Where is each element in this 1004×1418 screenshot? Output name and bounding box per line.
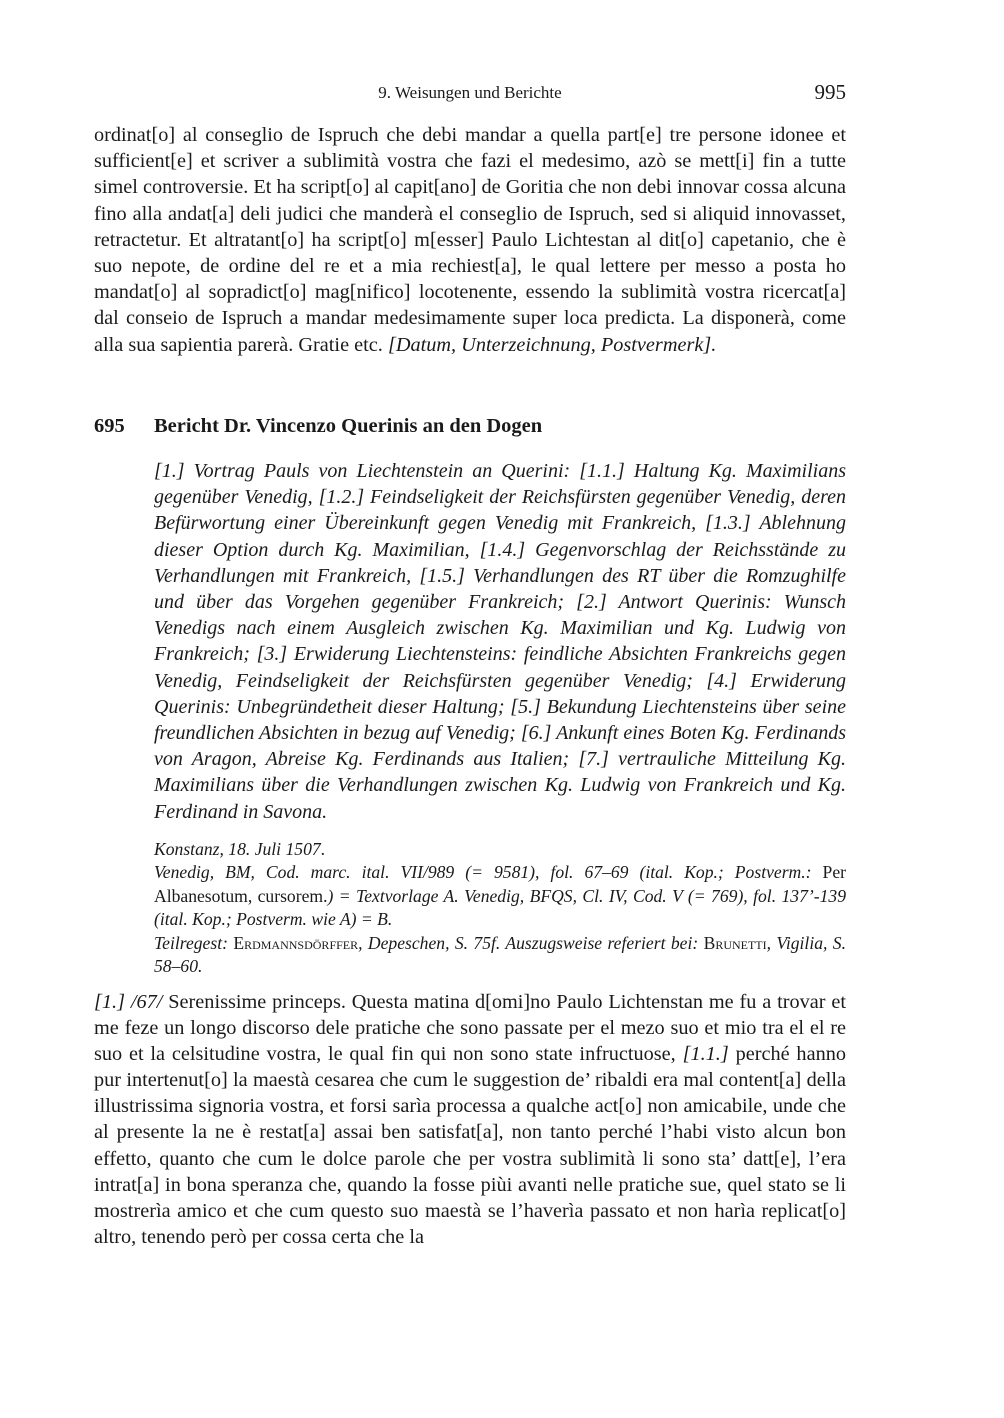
- source-apparatus: [154, 838, 846, 978]
- letter-body-2: perché hanno pur intertenut[o] la maestà cesarea che cum le suggestion de’ ribaldi era mal content[a] della illustrissima signoria vostra, et forsi sarìa processa a qualche act[o] non amicabile, unde che al presente la ne è restat[a] assai ben satisfat[a], non tanto perché l’habi visto alcun bon effetto, quanto che cum le dolce parole che per vostra sublimità li sono sta’ datt[e], l’era intrat[a] in bona speranza che, quando la fosse piùi avanti nelle pratiche sue, quel stato se li mostrerìa amico et che cum questo suo maestà se l’haverìa passato et non harìa replicat[o] altro, tenendo però per cossa certa che la: [94, 1043, 846, 1248]
- letter-text: [94, 989, 846, 1250]
- page-number: 995: [814, 80, 846, 104]
- postvermerk-text: Per Albanesotum, cursorem.: [154, 862, 846, 906]
- continuation-paragraph: [94, 122, 846, 358]
- source-a-part-3: ) = Textvorlage A. Venedig, BFQS, Cl. IV, Cod. V (= 769), fol. 137’-139 (ital. Kop.; Postverm. wie A) = B.: [154, 885, 846, 930]
- section-marker-1: [1.] /67/: [94, 991, 163, 1013]
- editorial-note: [Datum, Unterzeichnung, Postvermerk].: [387, 333, 717, 356]
- place-date: Konstanz, 18. Juli 1507: [154, 839, 321, 859]
- letter-paragraph: [94, 989, 846, 1250]
- source-line: [154, 861, 846, 931]
- continuation-text: [94, 122, 846, 358]
- author-erdmannsdoerffer: Erdmannsdörffer: [233, 932, 359, 953]
- source-a-part-1: Venedig, BM, Cod. marc. ital. VII/989 (= 9581), fol. 67–69 (ital. Kop.; Postverm.:: [154, 862, 812, 883]
- section-marker-1-1: [1.1.]: [682, 1043, 729, 1066]
- regest: [154, 458, 846, 825]
- continuation-body: ordinat[o] al conseglio de Ispruch che debi mandar a quella part[e] tre persone idonee et sufficient[e] et scriver a sublimità vostra che fazi el medesimo, azò se mett[i] fin a tutte simel controversie. Et ha script[o] al capit[ano] de Goritia che non debi innovar cossa alcuna fino alla andat[a] deli judici che manderà el conseglio de Ispruch, sed si aliquid innovasset, retractetur. Et altratant[o] ha script[o] m[esser] Paulo Lichtestan al dit[o] capetanio, che è suo nepote, de ordine del re et a mia rechiest[a], le qual lettere per messo a posta ho mandat[o] al sopradict[o] mag[nifico] locotenente, essendo la sublimità vostra ricercat[a] dal conseio de Ispruch a mandar medesimamente super loca predicta. La disponerà, come alla sua sapientia parerà. Gratie etc.: [94, 124, 846, 356]
- document-heading: [94, 413, 846, 439]
- reference-1: , Depeschen, S. 75f. Auszugsweise referiert bei:: [358, 932, 699, 953]
- reference-2: , Vigilia, S. 58–60.: [154, 932, 846, 977]
- running-title: 9. Weisungen und Berichte: [378, 83, 562, 102]
- book-page: [94, 0, 846, 1418]
- regest-text: [1.] Vortrag Pauls von Liechtenstein an Querini: [1.1.] Haltung Kg. Maximilians gegenüber Venedig, [1.2.] Feindseligkeit der Reichsfürsten gegenüber Venedig, deren Befürwortung einer Übereinkunft gegen Venedig mit Frankreich, [1.3.] Ablehnung dieser Option durch Kg. Maximilian, [1.4.] Gegenvorschlag der Reichsstände zu Verhandlungen mit Frankreich, [1.5.] Verhandlungen des RT über die Romzughilfe und über das Vorgehen gegenüber Frankreich; [2.] Antwort Querinis: Wunsch Venedigs nach einem Ausgleich zwischen Kg. Maximilian und Kg. Ludwig von Frankreich; [3.] Erwiderung Liechtensteins: feindliche Absichten Frankreichs gegen Venedig, Feindseligkeit der Reichsfürsten gegenüber Venedig; [4.] Erwiderung Querinis: Unbegründetheit dieser Haltung; [5.] Bekundung Liechtensteins über seine freundlichen Absichten in bezug auf Venedig; [6.] Ankunft eines Boten Kg. Ferdinands von Aragon, Abreise Kg. Ferdinands aus Italien; [7.] vertrauliche Mitteilung Kg. Maximilians über die Verhandlungen zwischen Kg. Ludwig von Frankreich und Kg. Ferdinand in Savona.: [154, 460, 846, 823]
- letter-body-1: Serenissime princeps. Questa matina d[omi]no Paulo Lichtenstan me fu a trovar et me feze un longo discorso dele pratiche che sono passate per el mezo suo et mio tra el el re suo et la celsitudine vostra, le qual fin qui non sono state infructuose,: [94, 991, 846, 1066]
- place-date-period: .: [320, 839, 326, 859]
- teilregest-label: Teilregest:: [154, 932, 228, 953]
- document-number: 695: [94, 415, 125, 437]
- document-title: Bericht Dr. Vincenzo Querinis an den Dogen: [154, 415, 543, 437]
- teilregest-line: [154, 932, 846, 979]
- author-brunetti: Brunetti: [703, 932, 767, 953]
- running-head: [94, 80, 846, 110]
- place-date-line: [154, 838, 846, 861]
